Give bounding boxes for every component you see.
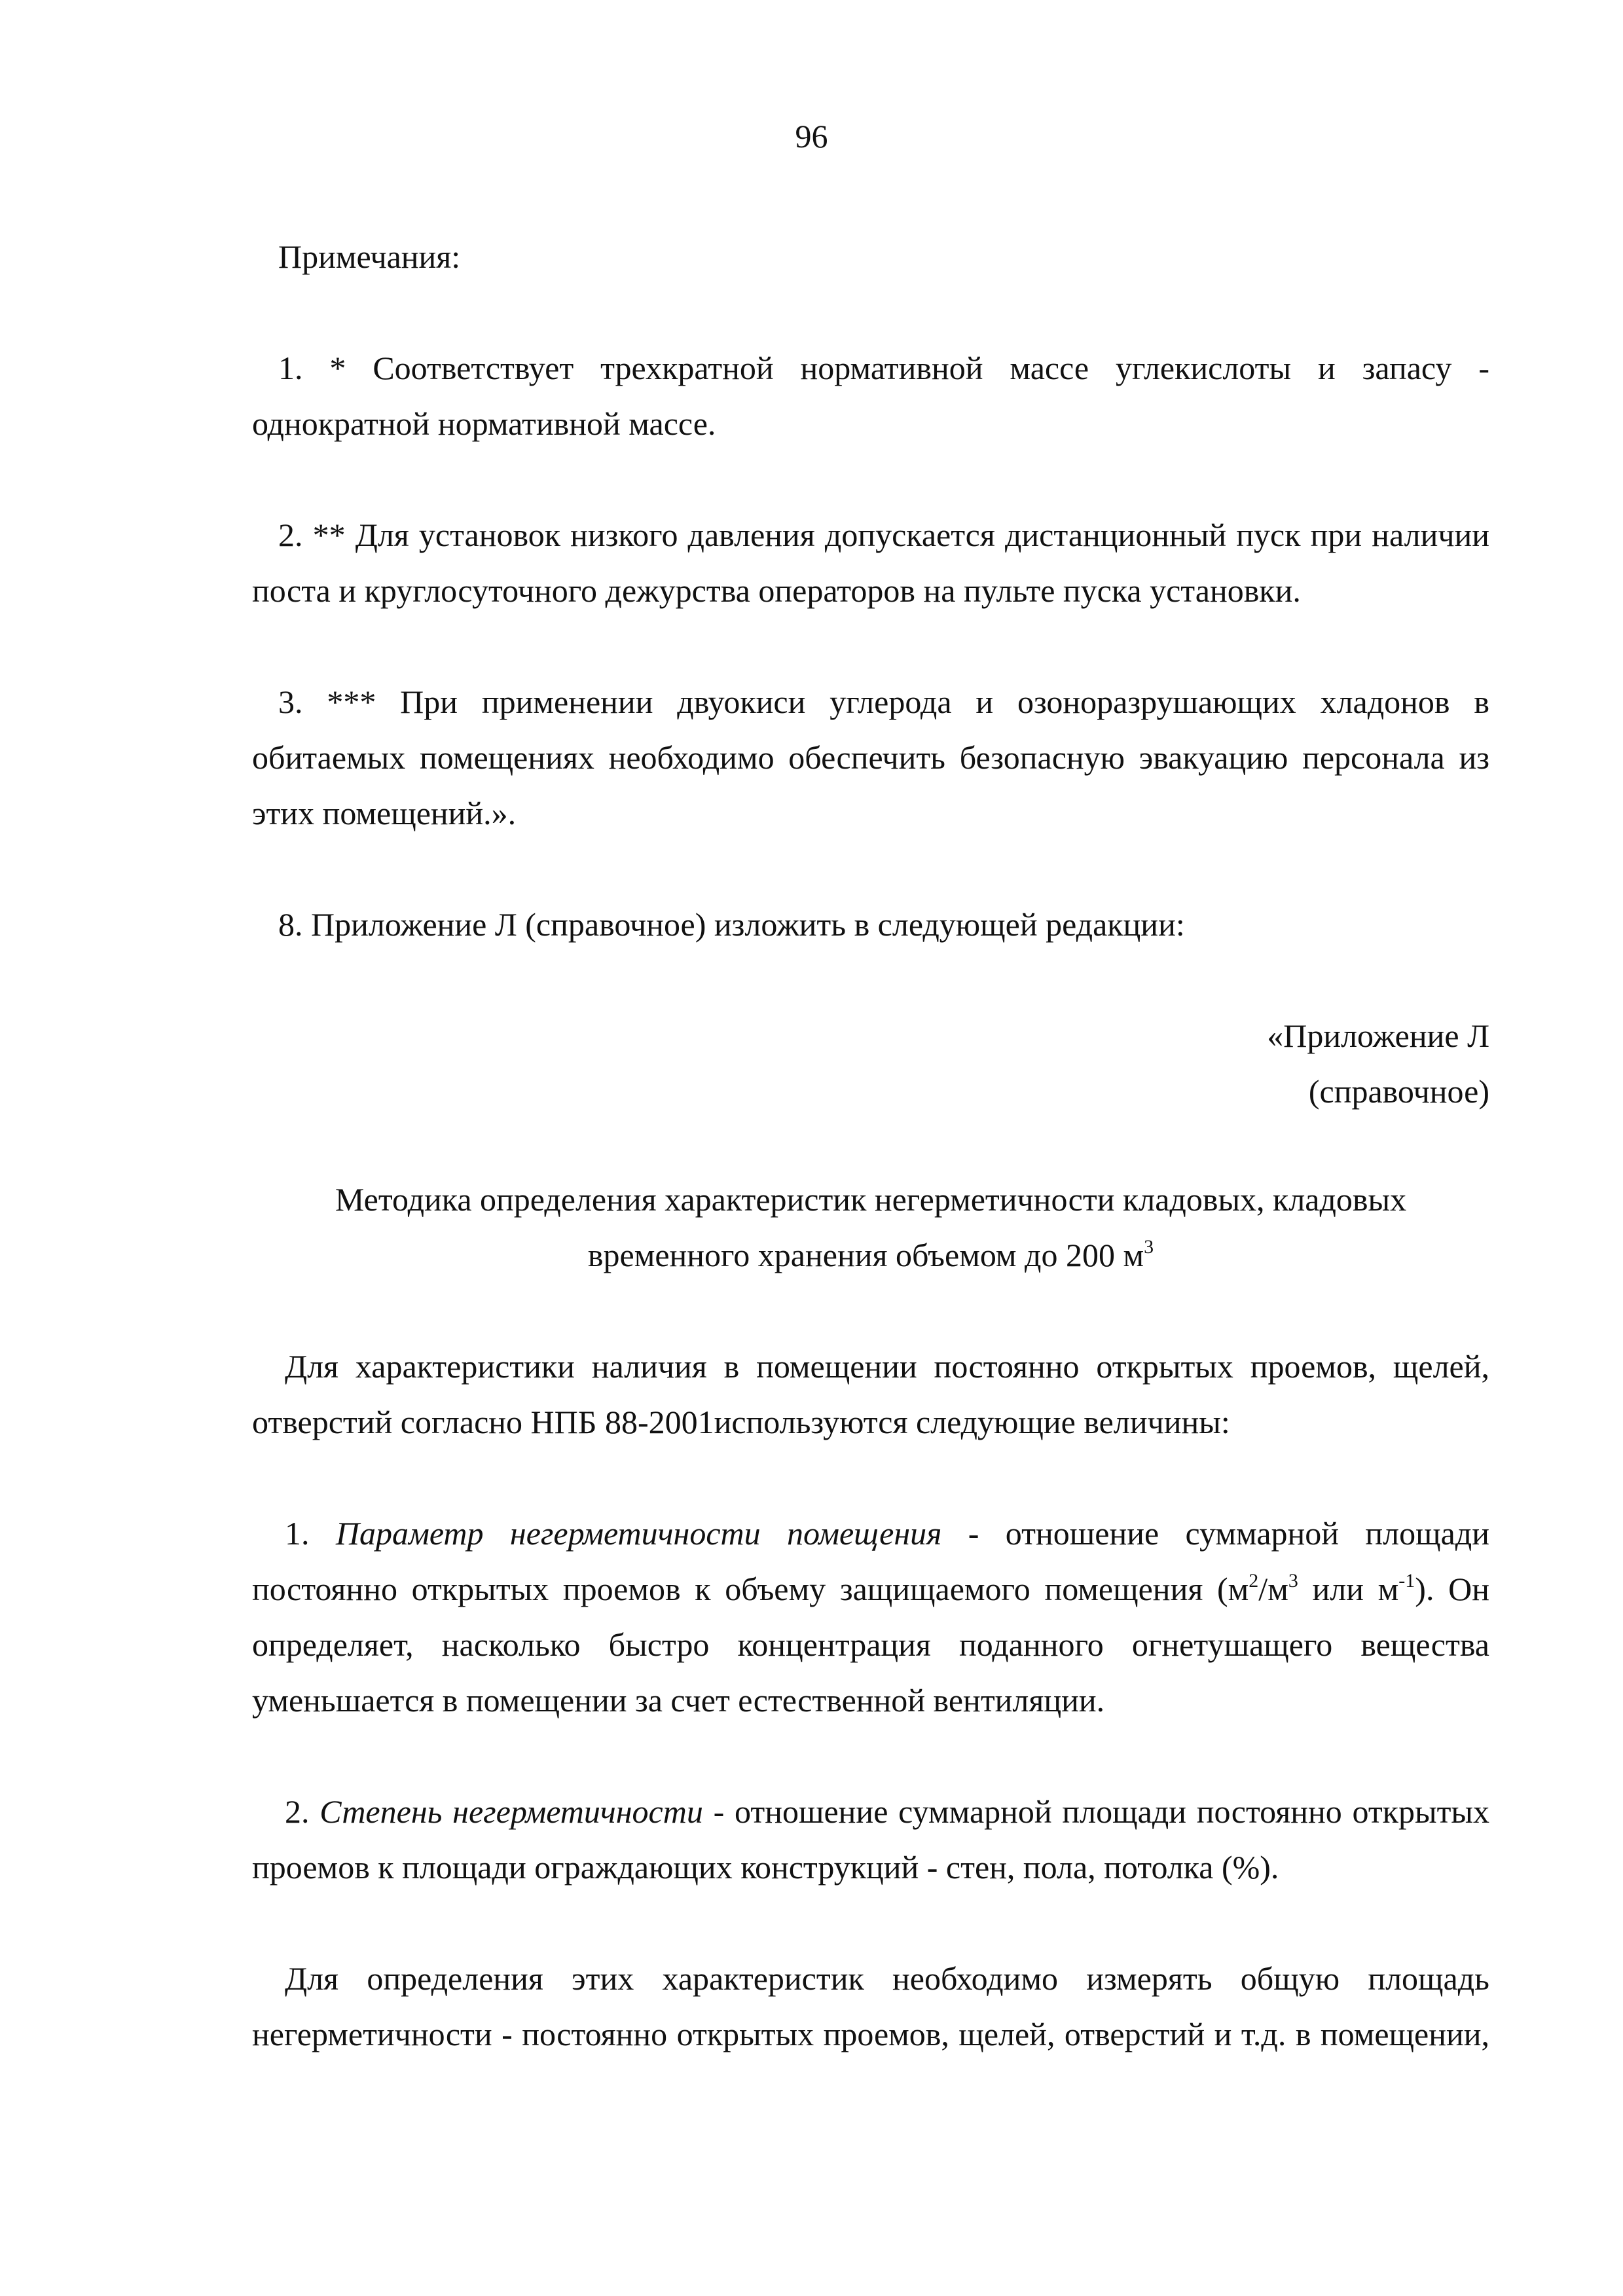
definition-1-line-2-d: ). Он [1415,1571,1489,1607]
definition-2-line-1 [252,1784,1489,1840]
definition-2 [252,1784,1489,1895]
definition-2-term: Степень негерметичности [319,1793,703,1830]
note-3-line-1: 3. *** При применении двуокиси углерода и озоноразрушающих хладонов в [278,683,1489,720]
page-number: 96 [795,118,828,155]
note-3-line-2: обитаемых помещениях необходимо обеспечить безопасную эвакуацию персонала из [252,739,1489,776]
intro-line-1: Для характеристики наличия в помещении постоянно открытых проемов, щелей, [285,1348,1489,1385]
appendix-heading-line-2 [252,1228,1489,1283]
instruction-paragraph: 8. Приложение Л (справочное) изложить в следующей редакции: [278,906,1185,943]
definition-1-line-4: уменьшается в помещении за счет естественной вентиляции. [252,1682,1105,1719]
note-item-2 [252,507,1489,619]
definition-1 [252,1506,1489,1728]
definition-2-line-2: проемов к площади ограждающих конструкций - стен, пола, потолка (%). [252,1849,1279,1886]
note-2-line-1: 2. ** Для установок низкого давления допускается дистанционный пуск при наличии [278,517,1489,553]
closing-paragraph [252,1951,1489,2062]
definition-2-line-1-rest: - отношение суммарной площади постоянно открытых [702,1793,1490,1830]
intro-line-2: отверстий согласно НПБ 88-2001используются следующие величины: [252,1404,1230,1440]
note-2-line-2: поста и круглосуточного дежурства операторов на пульте пуска установки. [252,572,1301,609]
inverse-superscript: -1 [1398,1570,1415,1592]
note-3-line-3: этих помещений.». [252,795,517,831]
definition-2-number: 2. [285,1793,310,1830]
closing-line-1: Для определения этих характеристик необходимо измерять общую площадь [285,1960,1489,1997]
definition-1-line-3: определяет, насколько быстро концентрация поданного огнетушащего вещества [252,1626,1489,1663]
cubic-superscript: 3 [1144,1236,1154,1258]
definition-1-line-2-a: постоянно открытых проемов к объему защищаемого помещения (м [252,1571,1249,1607]
intro-paragraph [252,1339,1489,1450]
note-1-line-2: однократной нормативной массе. [252,405,716,442]
notes-heading: Примечания: [278,238,461,275]
definition-1-line-2-b: /м [1258,1571,1288,1607]
definition-1-number: 1. [285,1515,310,1552]
note-item-1 [252,340,1489,452]
definition-1-line-2 [252,1561,1489,1617]
square-superscript: 2 [1249,1570,1259,1592]
note-1-line-1: 1. * Соответствует трехкратной нормативной массе углекислоты и запасу - [278,350,1489,386]
definition-1-line-2-c: или м [1298,1571,1399,1607]
definition-1-line-1-rest: - отношение суммарной площади [941,1515,1490,1552]
appendix-heading-line-2-text: временного хранения объемом до 200 м [587,1237,1144,1273]
appendix-heading [252,1172,1489,1283]
appendix-title: «Приложение Л [1267,1017,1489,1054]
definition-1-line-1 [252,1506,1489,1561]
cubic-superscript-2: 3 [1288,1570,1298,1592]
definition-1-term: Параметр негерметичности помещения [335,1515,942,1552]
note-item-3 [252,674,1489,841]
appendix-heading-line-1: Методика определения характеристик негерметичности кладовых, кладовых [335,1181,1407,1218]
appendix-subtitle: (справочное) [1308,1073,1489,1110]
closing-line-2: негерметичности - постоянно открытых проемов, щелей, отверстий и т.д. в помещении, [252,2016,1489,2052]
